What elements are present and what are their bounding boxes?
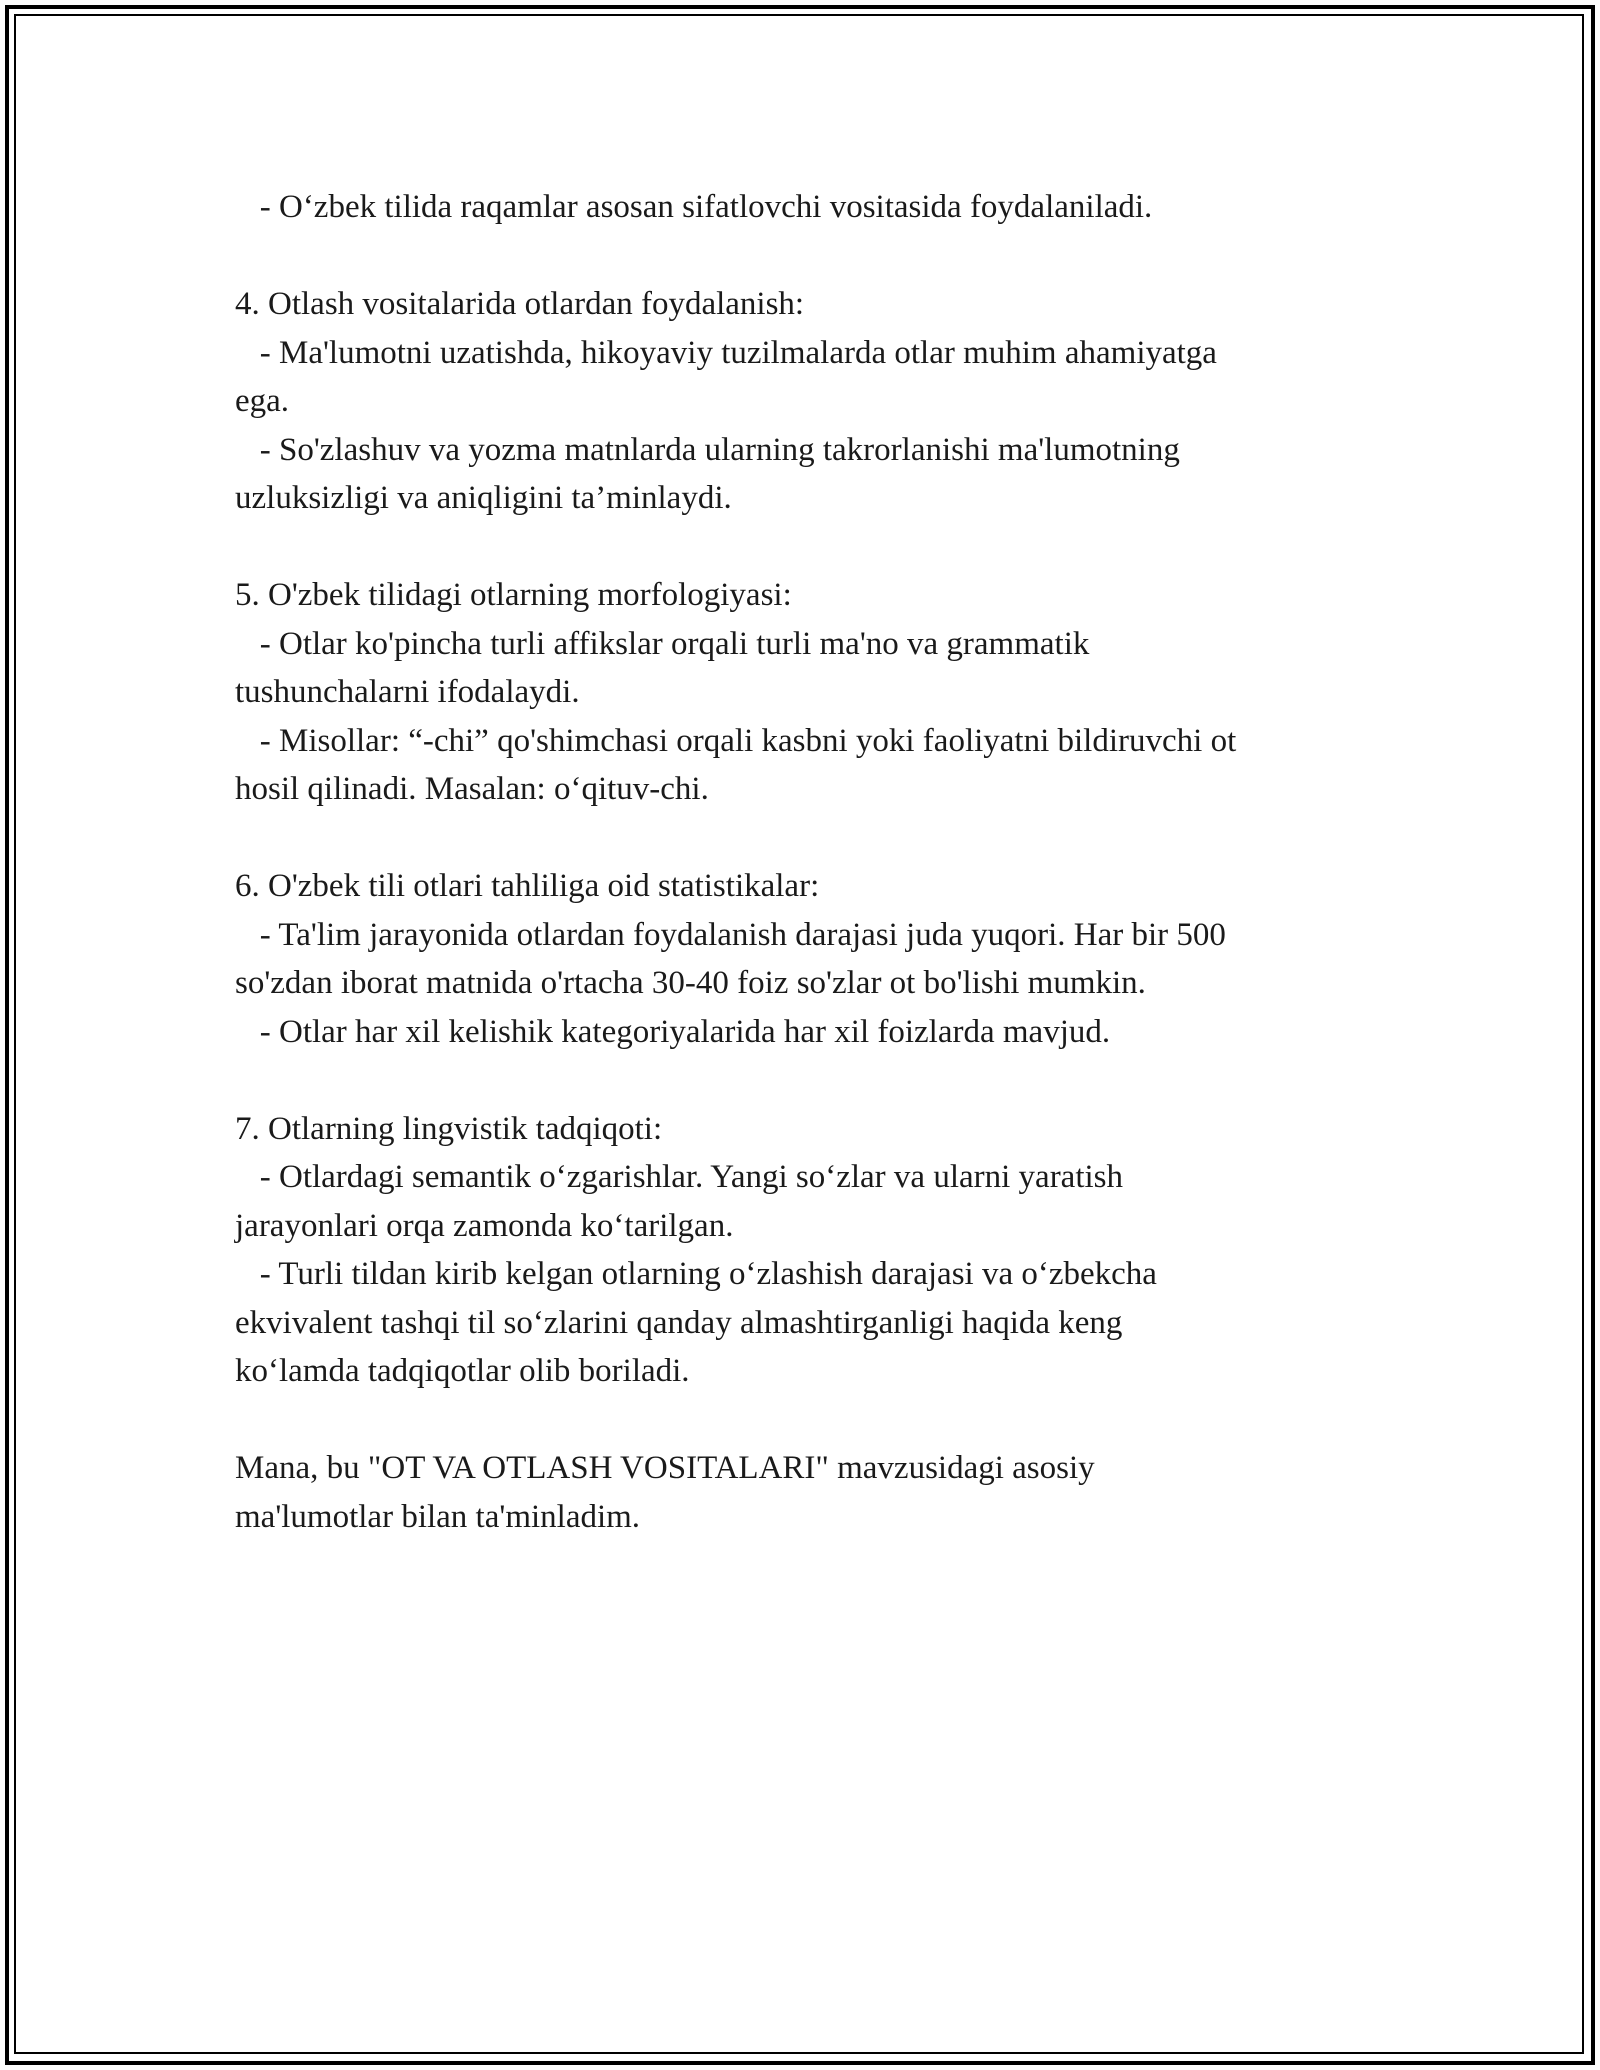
text-line: - Otlar har xil kelishik kategoriyalarida har xil foizlarda mavjud. [235,1013,1111,1050]
blank-line [235,814,1385,863]
text-line: - Turli tildan kirib kelgan otlarning o‘zlashish darajasi va o‘zbekcha [235,1256,1157,1292]
section-heading: 4. Otlash vositalarida otlardan foydalanish: [235,286,805,322]
section-heading: 7. Otlarning lingvistik tadqiqoti: [235,1110,663,1147]
closing-text: ma'lumotlar bilan ta'minladim. [235,1498,641,1535]
text-line: tushunchalarni ifodalaydi. [235,674,580,710]
blank-line [235,523,1385,572]
text-line: - Ma'lumotni uzatishda, hikoyaviy tuzilmalarda otlar muhim ahamiyatga [235,334,1217,371]
closing-text: Mana, bu "OT VA OTLASH VOSITALARI" mavzusidagi asosiy [235,1450,1095,1486]
text-line: ko‘lamda tadqiqotlar olib boriladi. [235,1353,690,1389]
text-line: - Ta'lim jarayonida otlardan foydalanish darajasi juda yuqori. Har bir 500 [235,916,1226,953]
section-heading: 5. O'zbek tilidagi otlarning morfologiyasi: [235,577,792,613]
text-line: so'zdan iborat matnida o'rtacha 30-40 foiz so'zlar ot bo'lishi mumkin. [235,965,1146,1001]
text-line: hosil qilinadi. Masalan: o‘qituv-chi. [235,771,709,807]
text-line: - Otlar ko'pincha turli affikslar orqali turli ma'no va grammatik [235,625,1090,662]
text-line: - So'zlashuv va yozma matnlarda ularning takrorlanishi ma'lumotning [235,431,1180,468]
text-line: jarayonlari orqa zamonda ko‘tarilgan. [235,1207,734,1244]
text-line: uzluksizligi va aniqligini ta’minlaydi. [235,480,732,516]
text-line: - O‘zbek tilida raqamlar asosan sifatlovchi vositasida foydalaniladi. [235,189,1153,225]
text-line: - Otlardagi semantik o‘zgarishlar. Yangi so‘zlar va ularni yaratish [235,1159,1124,1195]
blank-line [235,1056,1385,1105]
text-line: ega. [235,383,290,419]
text-line: - Misollar: “-chi” qo'shimchasi orqali kasbni yoki faoliyatni bildiruvchi ot [235,722,1237,759]
text-line: ekvivalent tashqi til so‘zlarini qanday almashtirganligi haqida keng [235,1304,1123,1341]
section-heading: 6. O'zbek tili otlari tahliliga oid statistikalar: [235,868,820,904]
blank-line [235,1396,1385,1445]
document-body [235,183,1385,1541]
blank-line [235,232,1385,281]
